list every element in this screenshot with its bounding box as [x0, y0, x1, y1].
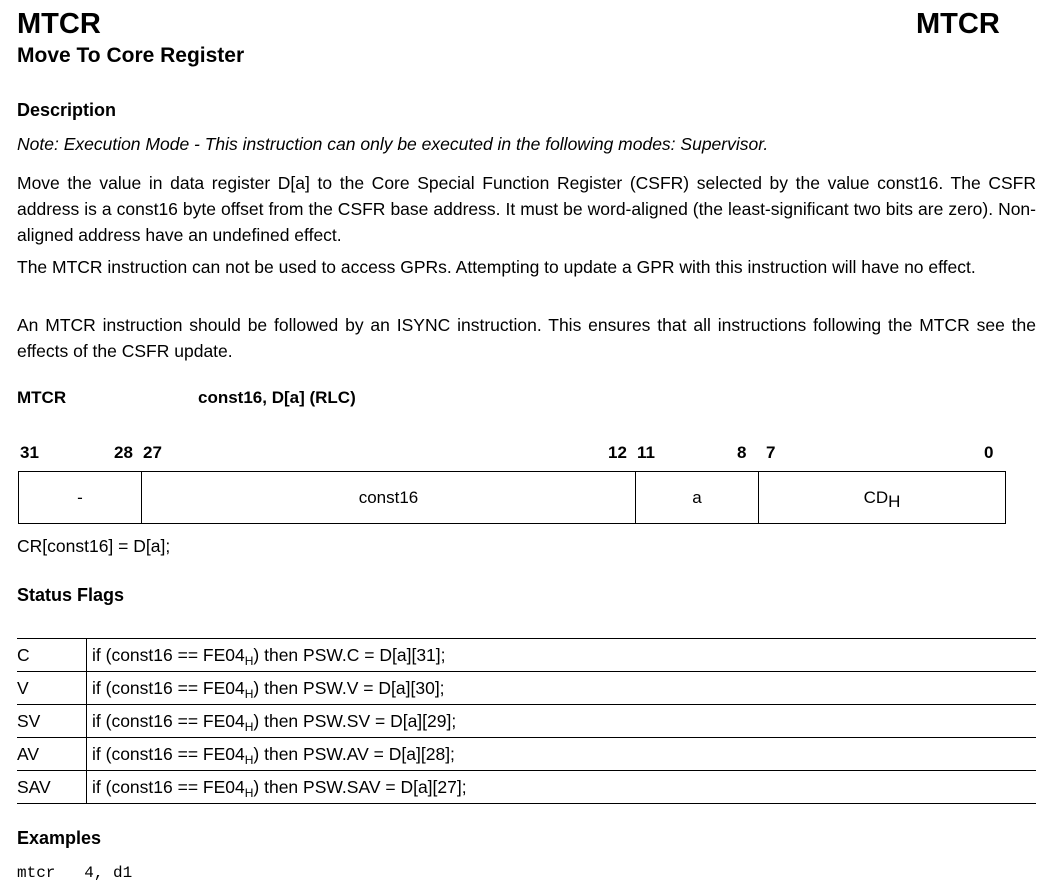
effect-pre: if (const16 == FE04 [92, 644, 245, 665]
encoding-diagram [18, 471, 1006, 524]
page-title-right: MTCR [916, 8, 1000, 40]
syntax-operands: const16, D[a] (RLC) [198, 388, 356, 407]
bit-label: 7 [766, 443, 776, 462]
table-row [17, 738, 1036, 771]
field-const16: const16 [142, 472, 636, 523]
bit-label: 27 [143, 443, 162, 462]
operation: CR[const16] = D[a]; [17, 536, 171, 556]
description-paragraph: An MTCR instruction should be followed by an ISYNC instruction. This ensures that all instructions following the MTCR see the effects of the CSFR update. [17, 315, 1036, 361]
bit-label: 8 [737, 443, 747, 462]
flag-effect [87, 639, 1037, 672]
execution-mode-note: Note: Execution Mode - This instruction can only be executed in the following modes: Supervisor. [17, 134, 769, 154]
flag-name: V [17, 672, 87, 705]
flag-effect [87, 705, 1037, 738]
effect-post: ) then PSW.C = D[a][31]; [253, 644, 446, 665]
flag-name: SV [17, 705, 87, 738]
status-flags-heading: Status Flags [17, 585, 125, 605]
examples-heading: Examples [17, 828, 102, 848]
bit-label: 28 [114, 443, 133, 462]
flag-effect [87, 771, 1037, 804]
syntax-mnemonic: MTCR [17, 388, 67, 407]
flag-name: AV [17, 738, 87, 771]
status-flags-table [17, 638, 1036, 804]
bit-label: 0 [984, 443, 994, 462]
effect-sub: H [244, 686, 254, 701]
opcode-subscript: H [888, 491, 901, 511]
effect-sub: H [244, 785, 254, 800]
flag-name: C [17, 639, 87, 672]
opcode-text: CD [863, 487, 889, 507]
field-reserved: - [19, 472, 142, 523]
effect-pre: if (const16 == FE04 [92, 743, 245, 764]
table-row [17, 672, 1036, 705]
effect-pre: if (const16 == FE04 [92, 677, 245, 698]
effect-pre: if (const16 == FE04 [92, 710, 245, 731]
flag-name: SAV [17, 771, 87, 804]
effect-post: ) then PSW.SV = D[a][29]; [253, 710, 457, 731]
effect-pre: if (const16 == FE04 [92, 776, 245, 797]
description-paragraph: The MTCR instruction can not be used to access GPRs. Attempting to update a GPR with this instruction will have no effect. [17, 257, 976, 277]
bit-label: 11 [637, 443, 655, 462]
field-a: a [636, 472, 759, 523]
flag-effect [87, 738, 1037, 771]
effect-post: ) then PSW.SAV = D[a][27]; [253, 776, 467, 797]
field-opcode [759, 472, 1005, 523]
effect-sub: H [244, 653, 254, 668]
page-subtitle: Move To Core Register [17, 44, 245, 67]
table-row [17, 771, 1036, 804]
effect-post: ) then PSW.AV = D[a][28]; [253, 743, 455, 764]
effect-sub: H [244, 752, 254, 767]
example-code: mtcr 4, d1 [17, 864, 133, 882]
description-heading: Description [17, 100, 117, 120]
table-row [17, 705, 1036, 738]
table-row [17, 639, 1036, 672]
effect-sub: H [244, 719, 254, 734]
bit-label: 31 [20, 443, 39, 462]
description-paragraph: Move the value in data register D[a] to the Core Special Function Register (CSFR) selected by the value const16. The CSFR address is a const16 byte offset from the CSFR base address. It must be word-aligned (the least-significant two bits are zero). Non-aligned address have an undefined effect. [17, 173, 1036, 245]
effect-post: ) then PSW.V = D[a][30]; [253, 677, 445, 698]
flag-effect [87, 672, 1037, 705]
page-title: MTCR [17, 8, 101, 40]
bit-label: 12 [608, 443, 627, 462]
